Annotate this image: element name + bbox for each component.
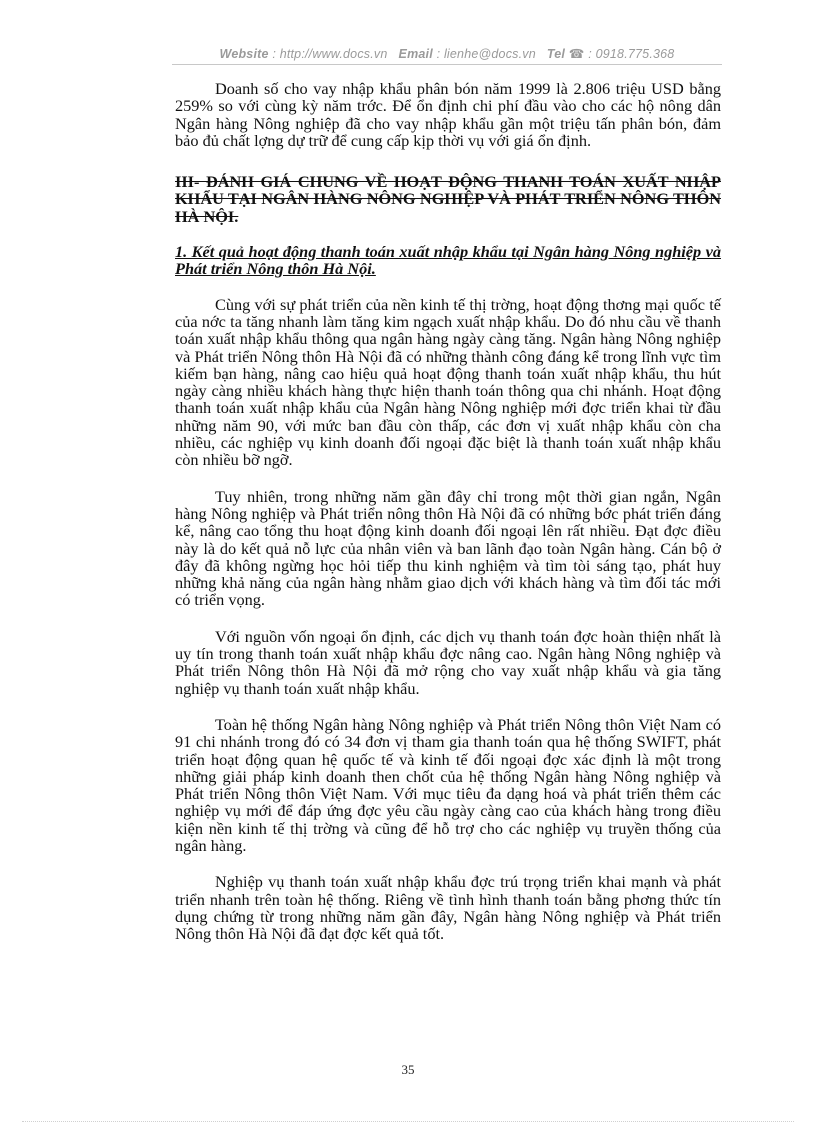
paragraph-4: Với nguồn vốn ngoại ổn định, các dịch vụ thanh toán đợc hoàn thiện nhất là uy tín trong thanh toán xuất nhập khẩu đợc nâng cao. Ngân hàng Nông nghiệp và Phát triển Nông thôn Hà Nội đã mở rộng cho vay xuất nhập khẩu và gia tăng nghiệp vụ thanh toán xuất nhập khẩu. xyxy=(175,626,721,698)
header-divider xyxy=(172,64,722,65)
paragraph-2: Cùng với sự phát triển của nền kinh tế thị trờng, hoạt động thơng mại quốc tế của nớc ta tăng nhanh làm tăng kim ngạch xuất nhập khẩu. Do đó nhu cầu về thanh toán xuất nhập khẩu thông qua ngân hàng ngày càng tăng. Ngân hàng Nông nghiệp và Phát triển Nông thôn Hà Nội đã có những thành công đáng kể trong lĩnh vực tìm kiếm bạn hàng, nâng cao hiệu quả hoạt động thanh toán xuất nhập khẩu, thu hút ngày càng nhiều khách hàng thực hiện thanh toán thông qua chi nhánh. Hoạt động thanh toán xuất nhập khẩu của Ngân hàng Nông nghiệp mới đợc triển khai từ đầu những năm 90, với mức ban đầu còn thấp, các đơn vị xuất nhập khẩu còn cha nhiều, các nghiệp vụ kinh doanh đối ngoại đặc biệt là thanh toán xuất nhập khẩu còn nhiều bỡ ngỡ. xyxy=(175,294,721,470)
website-label: Website xyxy=(219,47,269,61)
page-number: 35 xyxy=(401,1062,415,1077)
document-body xyxy=(175,80,721,961)
email-value: : lienhe@docs.vn xyxy=(436,47,536,61)
tel-label: Tel xyxy=(546,47,566,61)
paragraph-1: Doanh số cho vay nhập khẩu phân bón năm 1999 là 2.806 triệu USD bằng 259% so với cùng kỳ năm trớc. Để ổn định chi phí đầu vào cho các hộ nông dân Ngân hàng Nông nghiệp đã cho vay nhập khẩu gần một triệu tấn phân bón, đảm bảo đủ chất lợng dự trữ để cung cấp kịp thời vụ với giá ổn định. xyxy=(175,79,721,150)
footer-divider xyxy=(22,1121,794,1122)
paragraph-5: Toàn hệ thống Ngân hàng Nông nghiệp và Phát triển Nông thôn Việt Nam có 91 chi nhánh trong đó có 34 đơn vị tham gia thanh toán qua hệ thống SWIFT, phát triển hoạt động quan hệ quốc tế và kinh tế đối ngoại đợc xác định là một trong những giải pháp kinh doanh then chốt của hệ thống Ngân hàng Nông nghiệp và Phát triển Nông thôn Việt Nam. Với mục tiêu đa dạng hoá và phát triển thêm các nghiệp vụ mới để đáp ứng đợc yêu cầu ngày càng cao của khách hàng trong điều kiện nền kinh tế thị trờng và cũng để hỗ trợ cho các nghiệp vụ truyền thống của ngân hàng. xyxy=(175,714,721,855)
paragraph-6: Nghiệp vụ thanh toán xuất nhập khẩu đợc trú trọng triển khai mạnh và phát triển nhanh trên toàn hệ thống. Riêng về tình hình thanh toán bằng phơng thức tín dụng chứng từ trong những năm gần đây, Ngân hàng Nông nghiệp và Phát triển Nông thôn Hà Nội đã đạt đợc kết quả tốt. xyxy=(175,872,721,944)
website-value: : http://www.docs.vn xyxy=(272,47,388,61)
section-heading: III- ĐÁNH GIÁ CHUNG VỀ HOẠT ĐỘNG THANH TOÁN XUẤT NHẬP KHẨU TẠI NGÂN HÀNG NÔNG NGHIỆP VÀ PHÁT TRIỂN NÔNG THÔN HÀ NỘI. xyxy=(175,172,721,226)
email-label: Email xyxy=(398,47,433,61)
page-header xyxy=(172,46,722,61)
paragraph-3: Tuy nhiên, trong những năm gần đây chỉ trong một thời gian ngắn, Ngân hàng Nông nghiệp và Phát triển nông thôn Hà Nội đã có những bớc phát triển đáng kể, nâng cao tổng thu hoạt động kinh doanh đối ngoại lên rất nhiều. Đạt đợc điều này là do kết quả nỗ lực của nhân viên và ban lãnh đạo toàn Ngân hàng. Cán bộ ở đây đã không ngừng học hỏi tiếp thu kinh nghiệm và tìm tòi sáng tạo, phát huy những khả năng của ngân hàng nhằm giao dịch với khách hàng và tìm đối tác mới có triển vọng. xyxy=(175,486,721,610)
subsection-heading: 1. Kết quả hoạt động thanh toán xuất nhập khẩu tại Ngân hàng Nông nghiệp và Phát triển Nông thôn Hà Nội. xyxy=(175,242,721,279)
tel-value: ☎ : 0918.775.368 xyxy=(568,47,675,61)
